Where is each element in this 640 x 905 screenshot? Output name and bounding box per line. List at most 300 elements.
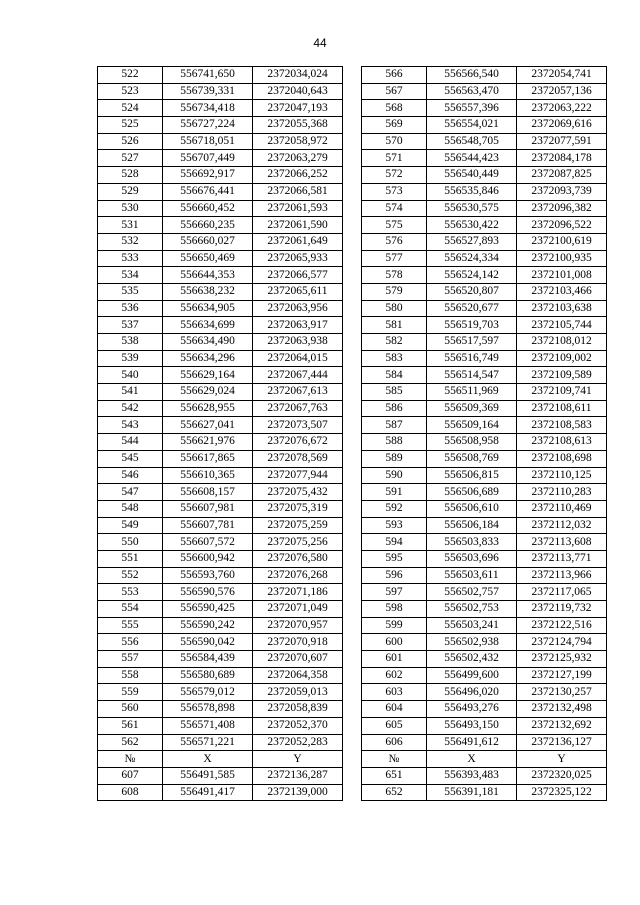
point-number-cell: 525 xyxy=(98,117,163,134)
x-coordinate-cell: 556503,611 xyxy=(427,567,517,584)
table-row xyxy=(362,117,607,134)
point-number-cell: 585 xyxy=(362,384,427,401)
table-row xyxy=(98,734,343,751)
point-number-cell: 578 xyxy=(362,267,427,284)
point-number-cell: 524 xyxy=(98,100,163,117)
table-row xyxy=(98,617,343,634)
y-coordinate-cell: 2372096,522 xyxy=(517,217,607,234)
table-row xyxy=(98,601,343,618)
x-coordinate-cell: 556629,164 xyxy=(163,367,253,384)
point-number-cell: 542 xyxy=(98,400,163,417)
point-number-cell: 549 xyxy=(98,517,163,534)
table-row xyxy=(362,417,607,434)
table-row xyxy=(362,300,607,317)
point-number-cell: 552 xyxy=(98,567,163,584)
y-coordinate-cell: 2372064,358 xyxy=(253,667,343,684)
x-coordinate-cell: 556621,976 xyxy=(163,434,253,451)
point-number-cell: 531 xyxy=(98,217,163,234)
y-coordinate-cell: 2372105,744 xyxy=(517,317,607,334)
point-number-cell: 602 xyxy=(362,667,427,684)
table-row xyxy=(362,100,607,117)
y-coordinate-cell: 2372077,944 xyxy=(253,467,343,484)
y-coordinate-cell: 2372066,252 xyxy=(253,167,343,184)
x-coordinate-cell: 556741,650 xyxy=(163,67,253,84)
point-number-cell: 556 xyxy=(98,634,163,651)
point-number-cell: 586 xyxy=(362,400,427,417)
y-coordinate-cell: 2372320,025 xyxy=(517,767,607,784)
x-coordinate-cell: 556493,150 xyxy=(427,717,517,734)
x-coordinate-cell: 556524,334 xyxy=(427,250,517,267)
y-coordinate-cell: 2372063,956 xyxy=(253,300,343,317)
table-row xyxy=(98,367,343,384)
column-header-x: X xyxy=(163,751,253,768)
y-coordinate-cell: 2372101,008 xyxy=(517,267,607,284)
point-number-cell: 538 xyxy=(98,334,163,351)
point-number-cell: 652 xyxy=(362,784,427,801)
y-coordinate-cell: 2372108,611 xyxy=(517,400,607,417)
x-coordinate-cell: 556540,449 xyxy=(427,167,517,184)
x-coordinate-cell: 556506,184 xyxy=(427,517,517,534)
x-coordinate-cell: 556660,452 xyxy=(163,200,253,217)
y-coordinate-cell: 2372096,382 xyxy=(517,200,607,217)
y-coordinate-cell: 2372071,049 xyxy=(253,601,343,618)
y-coordinate-cell: 2372125,932 xyxy=(517,651,607,668)
point-number-cell: 583 xyxy=(362,350,427,367)
point-number-cell: 651 xyxy=(362,767,427,784)
y-coordinate-cell: 2372054,741 xyxy=(517,67,607,84)
point-number-cell: 599 xyxy=(362,617,427,634)
x-coordinate-cell: 556548,705 xyxy=(427,133,517,150)
table-row xyxy=(98,100,343,117)
y-coordinate-cell: 2372076,580 xyxy=(253,550,343,567)
point-number-cell: 559 xyxy=(98,684,163,701)
x-coordinate-cell: 556590,242 xyxy=(163,617,253,634)
table-row xyxy=(362,83,607,100)
table-row xyxy=(362,384,607,401)
table-row xyxy=(362,784,607,801)
table-row xyxy=(362,183,607,200)
table-row xyxy=(98,350,343,367)
point-number-cell: 547 xyxy=(98,484,163,501)
x-coordinate-cell: 556535,846 xyxy=(427,183,517,200)
table-row xyxy=(98,317,343,334)
point-number-cell: 528 xyxy=(98,167,163,184)
y-coordinate-cell: 2372117,065 xyxy=(517,584,607,601)
table-row xyxy=(362,500,607,517)
table-row xyxy=(362,283,607,300)
x-coordinate-cell: 556727,224 xyxy=(163,117,253,134)
point-number-cell: 543 xyxy=(98,417,163,434)
y-coordinate-cell: 2372070,918 xyxy=(253,634,343,651)
x-coordinate-cell: 556393,483 xyxy=(427,767,517,784)
x-coordinate-cell: 556627,041 xyxy=(163,417,253,434)
x-coordinate-cell: 556590,576 xyxy=(163,584,253,601)
point-number-cell: 527 xyxy=(98,150,163,167)
y-coordinate-cell: 2372100,619 xyxy=(517,233,607,250)
y-coordinate-cell: 2372052,283 xyxy=(253,734,343,751)
column-header-y: Y xyxy=(517,751,607,768)
y-coordinate-cell: 2372113,771 xyxy=(517,550,607,567)
table-row xyxy=(362,701,607,718)
point-number-cell: 588 xyxy=(362,434,427,451)
x-coordinate-cell: 556590,042 xyxy=(163,634,253,651)
table-row xyxy=(98,684,343,701)
x-coordinate-cell: 556544,423 xyxy=(427,150,517,167)
table-row xyxy=(362,267,607,284)
y-coordinate-cell: 2372109,741 xyxy=(517,384,607,401)
x-coordinate-cell: 556554,021 xyxy=(427,117,517,134)
y-coordinate-cell: 2372087,825 xyxy=(517,167,607,184)
y-coordinate-cell: 2372132,692 xyxy=(517,717,607,734)
table-row xyxy=(362,651,607,668)
x-coordinate-cell: 556502,753 xyxy=(427,601,517,618)
point-number-cell: 581 xyxy=(362,317,427,334)
table-row xyxy=(362,334,607,351)
x-coordinate-cell: 556516,749 xyxy=(427,350,517,367)
table-row xyxy=(362,233,607,250)
y-coordinate-cell: 2372122,516 xyxy=(517,617,607,634)
point-number-cell: 572 xyxy=(362,167,427,184)
table-row xyxy=(98,717,343,734)
table-row xyxy=(362,584,607,601)
x-coordinate-cell: 556660,027 xyxy=(163,233,253,250)
point-number-cell: 529 xyxy=(98,183,163,200)
x-coordinate-cell: 556634,296 xyxy=(163,350,253,367)
table-row xyxy=(362,567,607,584)
point-number-cell: 607 xyxy=(98,767,163,784)
table-row xyxy=(98,233,343,250)
y-coordinate-cell: 2372108,613 xyxy=(517,434,607,451)
point-number-cell: 562 xyxy=(98,734,163,751)
x-coordinate-cell: 556607,981 xyxy=(163,500,253,517)
x-coordinate-cell: 556506,610 xyxy=(427,500,517,517)
point-number-cell: 573 xyxy=(362,183,427,200)
table-row xyxy=(98,784,343,801)
point-number-cell: 523 xyxy=(98,83,163,100)
y-coordinate-cell: 2372077,591 xyxy=(517,133,607,150)
y-coordinate-cell: 2372067,613 xyxy=(253,384,343,401)
table-row xyxy=(362,133,607,150)
table-row xyxy=(98,417,343,434)
x-coordinate-cell: 556517,597 xyxy=(427,334,517,351)
table-row xyxy=(98,484,343,501)
x-coordinate-cell: 556509,369 xyxy=(427,400,517,417)
x-coordinate-cell: 556607,572 xyxy=(163,534,253,551)
table-row xyxy=(98,450,343,467)
point-number-cell: 576 xyxy=(362,233,427,250)
point-number-cell: 551 xyxy=(98,550,163,567)
x-coordinate-cell: 556660,235 xyxy=(163,217,253,234)
point-number-cell: 558 xyxy=(98,667,163,684)
y-coordinate-cell: 2372052,370 xyxy=(253,717,343,734)
x-coordinate-cell: 556530,575 xyxy=(427,200,517,217)
table-row xyxy=(362,317,607,334)
point-number-cell: 608 xyxy=(98,784,163,801)
point-number-cell: 570 xyxy=(362,133,427,150)
y-coordinate-cell: 2372070,607 xyxy=(253,651,343,668)
y-coordinate-cell: 2372075,319 xyxy=(253,500,343,517)
y-coordinate-cell: 2372110,469 xyxy=(517,500,607,517)
table-row xyxy=(98,133,343,150)
table-row xyxy=(98,217,343,234)
y-coordinate-cell: 2372063,279 xyxy=(253,150,343,167)
point-number-cell: 566 xyxy=(362,67,427,84)
x-coordinate-cell: 556600,942 xyxy=(163,550,253,567)
column-header-x: X xyxy=(427,751,517,768)
table-row xyxy=(98,517,343,534)
point-number-cell: 575 xyxy=(362,217,427,234)
point-number-cell: 595 xyxy=(362,550,427,567)
y-coordinate-cell: 2372113,608 xyxy=(517,534,607,551)
x-coordinate-cell: 556527,893 xyxy=(427,233,517,250)
y-coordinate-cell: 2372065,933 xyxy=(253,250,343,267)
point-number-cell: 553 xyxy=(98,584,163,601)
point-number-cell: 580 xyxy=(362,300,427,317)
point-number-cell: 532 xyxy=(98,233,163,250)
point-number-cell: 546 xyxy=(98,467,163,484)
point-number-cell: 597 xyxy=(362,584,427,601)
point-number-cell: 574 xyxy=(362,200,427,217)
x-coordinate-cell: 556508,958 xyxy=(427,434,517,451)
x-coordinate-cell: 556634,490 xyxy=(163,334,253,351)
y-coordinate-cell: 2372132,498 xyxy=(517,701,607,718)
y-coordinate-cell: 2372136,287 xyxy=(253,767,343,784)
y-coordinate-cell: 2372110,283 xyxy=(517,484,607,501)
y-coordinate-cell: 2372055,368 xyxy=(253,117,343,134)
table-row xyxy=(98,767,343,784)
x-coordinate-cell: 556629,024 xyxy=(163,384,253,401)
point-number-cell: 557 xyxy=(98,651,163,668)
x-coordinate-cell: 556638,232 xyxy=(163,283,253,300)
point-number-cell: 548 xyxy=(98,500,163,517)
table-row xyxy=(98,634,343,651)
table-row xyxy=(98,467,343,484)
point-number-cell: 571 xyxy=(362,150,427,167)
point-number-cell: 579 xyxy=(362,283,427,300)
x-coordinate-cell: 556519,703 xyxy=(427,317,517,334)
x-coordinate-cell: 556566,540 xyxy=(427,67,517,84)
table-row xyxy=(98,534,343,551)
point-number-cell: 555 xyxy=(98,617,163,634)
y-coordinate-cell: 2372112,032 xyxy=(517,517,607,534)
point-number-cell: 533 xyxy=(98,250,163,267)
table-row xyxy=(98,167,343,184)
table-row xyxy=(98,567,343,584)
x-coordinate-cell: 556593,760 xyxy=(163,567,253,584)
x-coordinate-cell: 556503,833 xyxy=(427,534,517,551)
y-coordinate-cell: 2372103,638 xyxy=(517,300,607,317)
y-coordinate-cell: 2372073,507 xyxy=(253,417,343,434)
y-coordinate-cell: 2372071,186 xyxy=(253,584,343,601)
x-coordinate-cell: 556491,585 xyxy=(163,767,253,784)
point-number-cell: 544 xyxy=(98,434,163,451)
table-row xyxy=(98,150,343,167)
y-coordinate-cell: 2372063,938 xyxy=(253,334,343,351)
point-number-cell: 601 xyxy=(362,651,427,668)
point-number-cell: 605 xyxy=(362,717,427,734)
point-number-cell: 550 xyxy=(98,534,163,551)
table-row xyxy=(362,767,607,784)
x-coordinate-cell: 556509,164 xyxy=(427,417,517,434)
table-row xyxy=(362,450,607,467)
point-number-cell: 577 xyxy=(362,250,427,267)
table-row xyxy=(98,183,343,200)
x-coordinate-cell: 556580,689 xyxy=(163,667,253,684)
point-number-cell: 554 xyxy=(98,601,163,618)
y-coordinate-cell: 2372127,199 xyxy=(517,667,607,684)
y-coordinate-cell: 2372139,000 xyxy=(253,784,343,801)
y-coordinate-cell: 2372078,569 xyxy=(253,450,343,467)
x-coordinate-cell: 556610,365 xyxy=(163,467,253,484)
x-coordinate-cell: 556707,449 xyxy=(163,150,253,167)
table-row xyxy=(362,617,607,634)
table-row xyxy=(98,651,343,668)
x-coordinate-cell: 556563,470 xyxy=(427,83,517,100)
point-number-cell: 522 xyxy=(98,67,163,84)
table-row xyxy=(98,250,343,267)
y-coordinate-cell: 2372061,649 xyxy=(253,233,343,250)
table-row xyxy=(362,150,607,167)
point-number-cell: 606 xyxy=(362,734,427,751)
x-coordinate-cell: 556578,898 xyxy=(163,701,253,718)
page-number: 44 xyxy=(313,36,327,50)
table-row xyxy=(98,267,343,284)
y-coordinate-cell: 2372061,590 xyxy=(253,217,343,234)
y-coordinate-cell: 2372113,966 xyxy=(517,567,607,584)
table-row xyxy=(98,667,343,684)
table-row xyxy=(98,67,343,84)
x-coordinate-cell: 556503,241 xyxy=(427,617,517,634)
table-row xyxy=(362,684,607,701)
y-coordinate-cell: 2372100,935 xyxy=(517,250,607,267)
y-coordinate-cell: 2372061,593 xyxy=(253,200,343,217)
table-row xyxy=(98,400,343,417)
x-coordinate-cell: 556493,276 xyxy=(427,701,517,718)
x-coordinate-cell: 556584,439 xyxy=(163,651,253,668)
x-coordinate-cell: 556571,408 xyxy=(163,717,253,734)
table-row xyxy=(362,667,607,684)
table-row xyxy=(362,717,607,734)
x-coordinate-cell: 556590,425 xyxy=(163,601,253,618)
point-number-cell: 600 xyxy=(362,634,427,651)
point-number-cell: 539 xyxy=(98,350,163,367)
y-coordinate-cell: 2372093,739 xyxy=(517,183,607,200)
y-coordinate-cell: 2372076,672 xyxy=(253,434,343,451)
y-coordinate-cell: 2372070,957 xyxy=(253,617,343,634)
table-row xyxy=(362,517,607,534)
table-row xyxy=(362,200,607,217)
x-coordinate-cell: 556634,905 xyxy=(163,300,253,317)
x-coordinate-cell: 556502,938 xyxy=(427,634,517,651)
table-row xyxy=(362,434,607,451)
table-row xyxy=(98,300,343,317)
table-row xyxy=(362,67,607,84)
y-coordinate-cell: 2372075,256 xyxy=(253,534,343,551)
point-number-cell: 590 xyxy=(362,467,427,484)
y-coordinate-cell: 2372124,794 xyxy=(517,634,607,651)
point-number-cell: 561 xyxy=(98,717,163,734)
x-coordinate-cell: 556491,612 xyxy=(427,734,517,751)
table-row xyxy=(98,701,343,718)
x-coordinate-cell: 556491,417 xyxy=(163,784,253,801)
x-coordinate-cell: 556502,757 xyxy=(427,584,517,601)
y-coordinate-cell: 2372110,125 xyxy=(517,467,607,484)
y-coordinate-cell: 2372067,444 xyxy=(253,367,343,384)
point-number-cell: 569 xyxy=(362,117,427,134)
point-number-cell: 584 xyxy=(362,367,427,384)
x-coordinate-cell: 556530,422 xyxy=(427,217,517,234)
table-row xyxy=(362,484,607,501)
table-row xyxy=(362,400,607,417)
coordinates-table-left xyxy=(97,66,343,801)
point-number-cell: 535 xyxy=(98,283,163,300)
x-coordinate-cell: 556524,142 xyxy=(427,267,517,284)
y-coordinate-cell: 2372325,122 xyxy=(517,784,607,801)
y-coordinate-cell: 2372108,012 xyxy=(517,334,607,351)
column-header-number: № xyxy=(362,751,427,768)
x-coordinate-cell: 556734,418 xyxy=(163,100,253,117)
point-number-cell: 530 xyxy=(98,200,163,217)
x-coordinate-cell: 556617,865 xyxy=(163,450,253,467)
x-coordinate-cell: 556499,600 xyxy=(427,667,517,684)
point-number-cell: 589 xyxy=(362,450,427,467)
point-number-cell: 568 xyxy=(362,100,427,117)
point-number-cell: 534 xyxy=(98,267,163,284)
x-coordinate-cell: 556511,969 xyxy=(427,384,517,401)
x-coordinate-cell: 556676,441 xyxy=(163,183,253,200)
point-number-cell: 603 xyxy=(362,684,427,701)
point-number-cell: 541 xyxy=(98,384,163,401)
x-coordinate-cell: 556634,699 xyxy=(163,317,253,334)
table-header-row xyxy=(98,751,343,768)
coordinates-table-right xyxy=(361,66,607,801)
table-row xyxy=(98,384,343,401)
x-coordinate-cell: 556508,769 xyxy=(427,450,517,467)
column-header-y: Y xyxy=(253,751,343,768)
x-coordinate-cell: 556607,781 xyxy=(163,517,253,534)
point-number-cell: 567 xyxy=(362,83,427,100)
y-coordinate-cell: 2372034,024 xyxy=(253,67,343,84)
point-number-cell: 594 xyxy=(362,534,427,551)
table-row xyxy=(362,601,607,618)
y-coordinate-cell: 2372067,763 xyxy=(253,400,343,417)
x-coordinate-cell: 556644,353 xyxy=(163,267,253,284)
point-number-cell: 540 xyxy=(98,367,163,384)
y-coordinate-cell: 2372058,972 xyxy=(253,133,343,150)
y-coordinate-cell: 2372108,698 xyxy=(517,450,607,467)
y-coordinate-cell: 2372109,589 xyxy=(517,367,607,384)
x-coordinate-cell: 556506,815 xyxy=(427,467,517,484)
y-coordinate-cell: 2372065,611 xyxy=(253,283,343,300)
x-coordinate-cell: 556502,432 xyxy=(427,651,517,668)
table-row xyxy=(98,334,343,351)
y-coordinate-cell: 2372119,732 xyxy=(517,601,607,618)
table-row xyxy=(362,467,607,484)
point-number-cell: 536 xyxy=(98,300,163,317)
y-coordinate-cell: 2372075,259 xyxy=(253,517,343,534)
table-row xyxy=(98,117,343,134)
point-number-cell: 582 xyxy=(362,334,427,351)
table-row xyxy=(98,434,343,451)
y-coordinate-cell: 2372130,257 xyxy=(517,684,607,701)
table-row xyxy=(98,200,343,217)
x-coordinate-cell: 556692,917 xyxy=(163,167,253,184)
table-row xyxy=(98,584,343,601)
table-row xyxy=(362,367,607,384)
y-coordinate-cell: 2372103,466 xyxy=(517,283,607,300)
x-coordinate-cell: 556557,396 xyxy=(427,100,517,117)
y-coordinate-cell: 2372063,917 xyxy=(253,317,343,334)
